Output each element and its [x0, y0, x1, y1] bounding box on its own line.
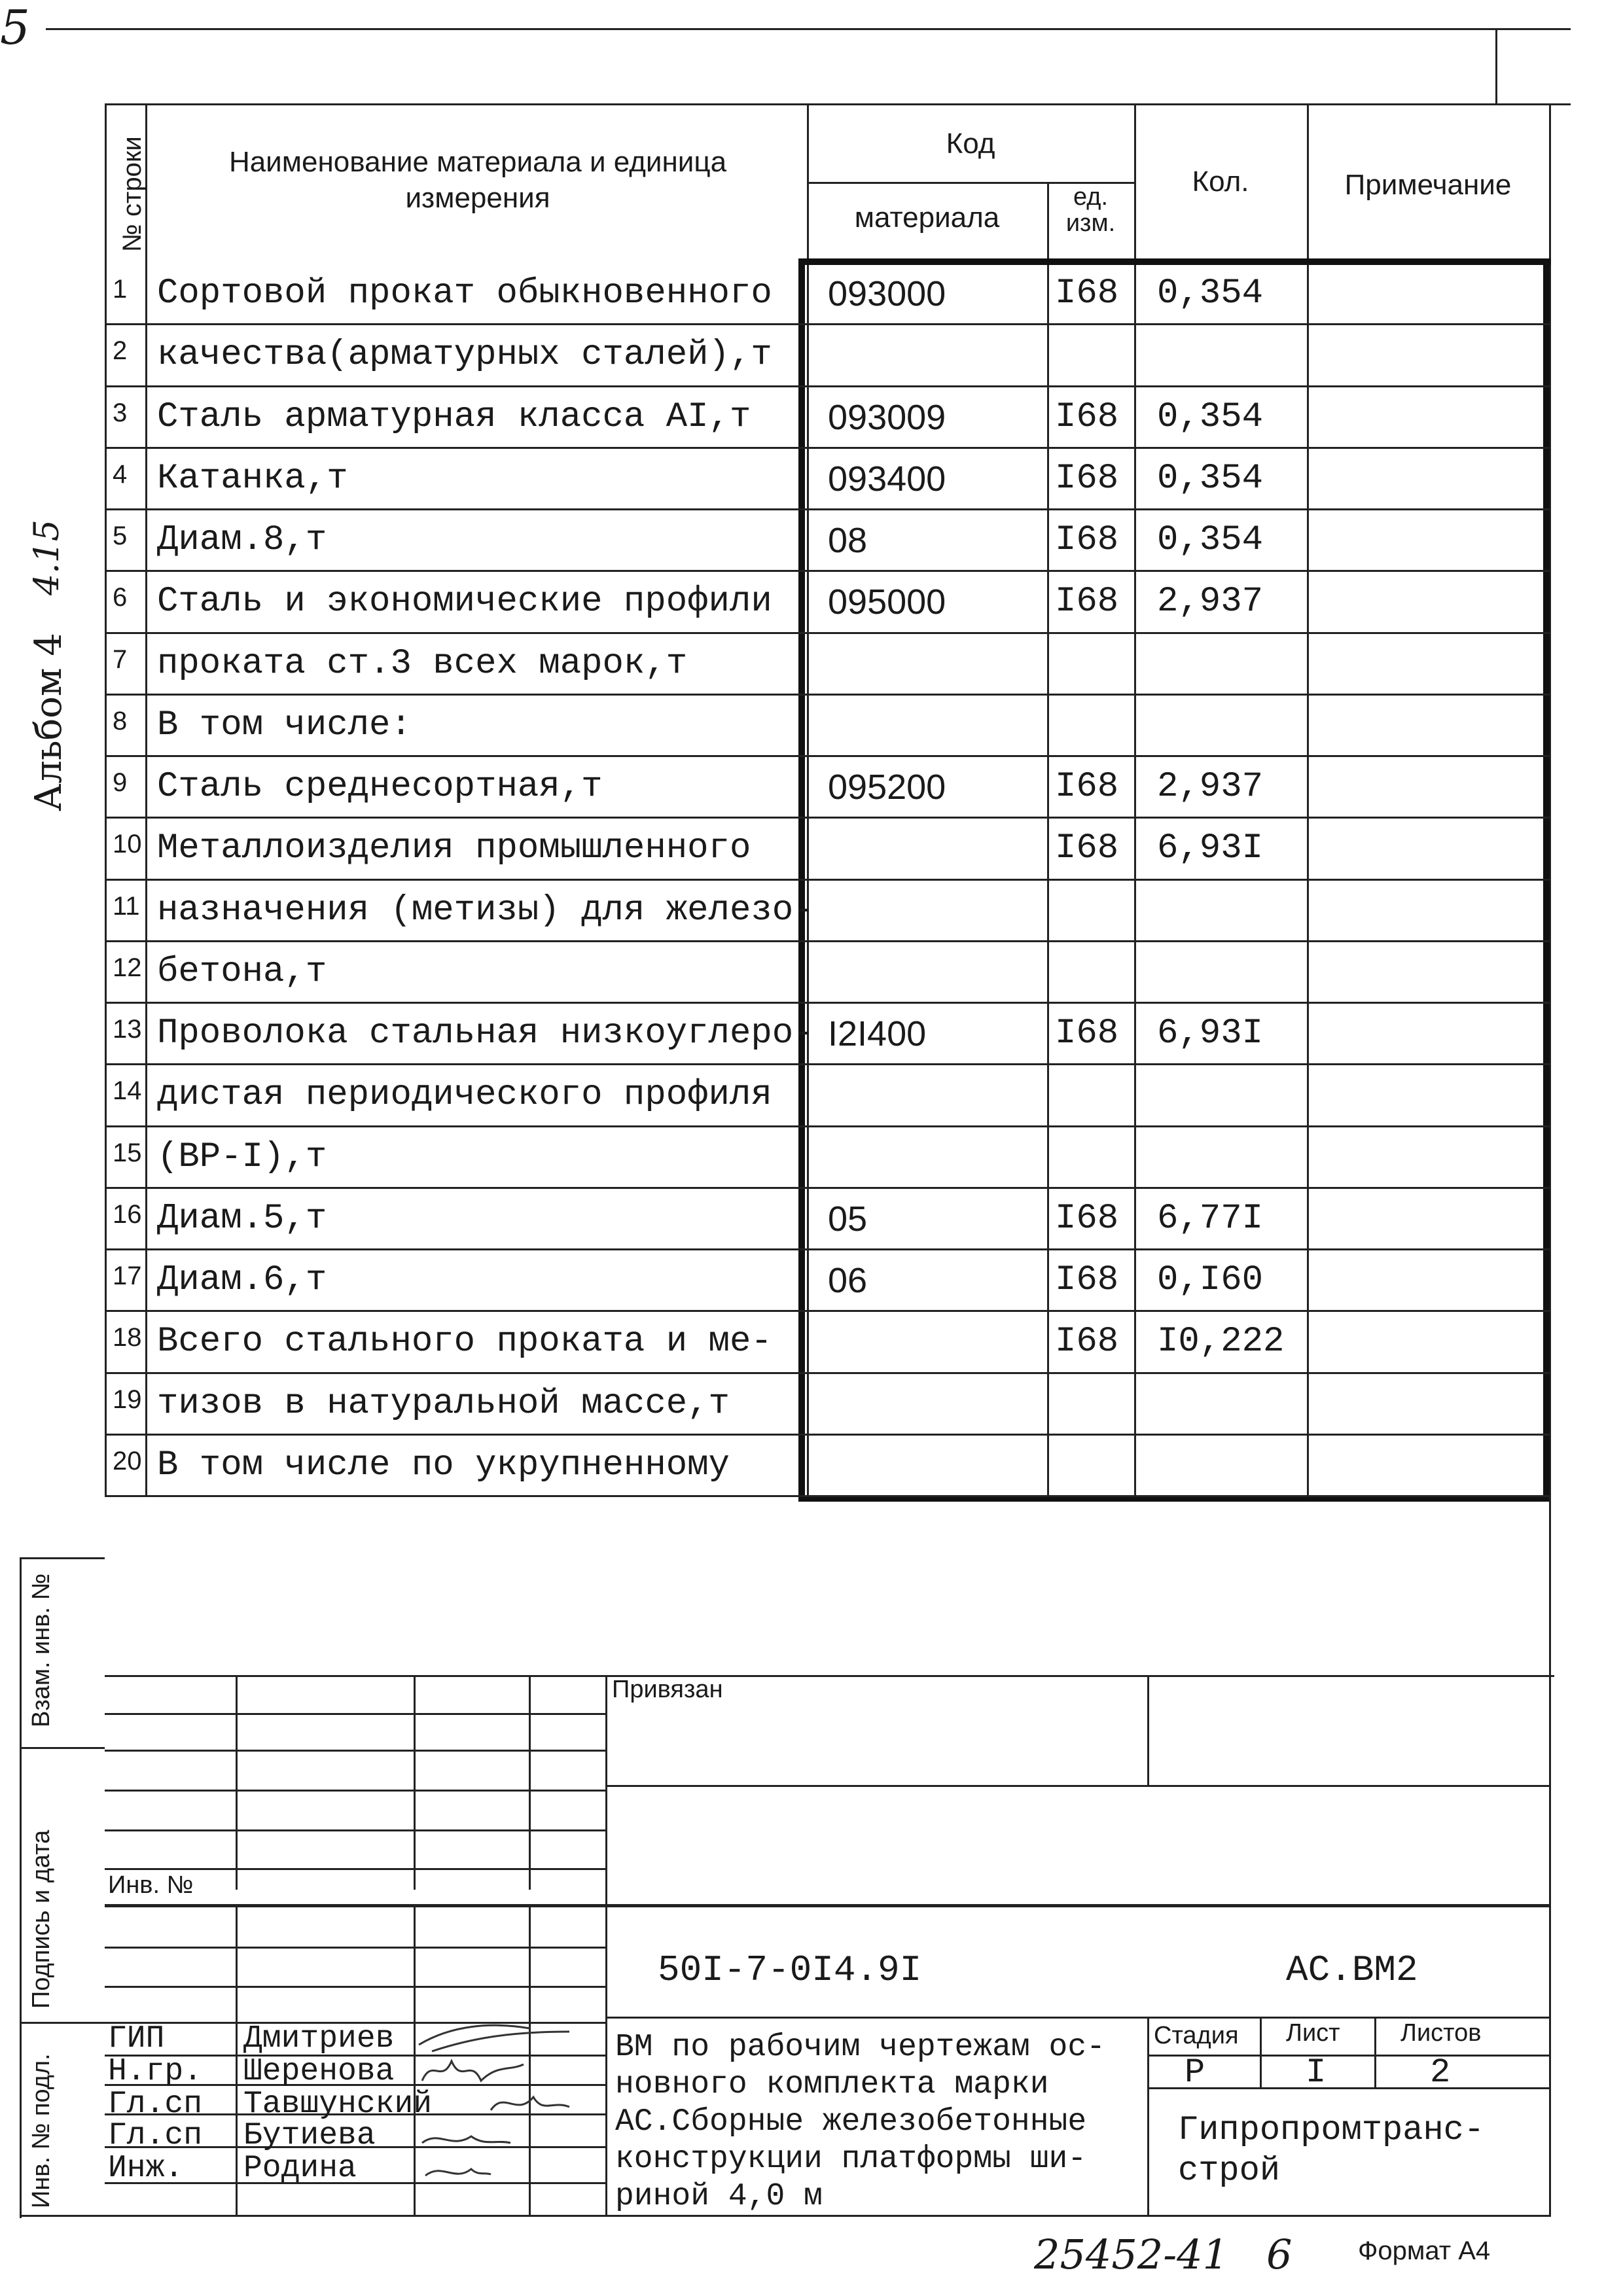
quantity: 2,937	[1157, 767, 1264, 807]
header-qty: Кол.	[1192, 166, 1249, 198]
row-number: 2	[113, 336, 128, 366]
material-name: Сталь среднесортная,т	[157, 767, 603, 807]
row-number: 17	[113, 1262, 142, 1290]
quantity: 6,93I	[1157, 1014, 1264, 1053]
unit-code: I68	[1055, 1322, 1119, 1362]
title-description-line: АС.Сборные железобетонные	[615, 2104, 1087, 2140]
material-code: 06	[828, 1261, 868, 1300]
staff-name: Родина	[243, 2151, 357, 2186]
row-number: 9	[113, 768, 128, 797]
material-name: Диам.8,т	[157, 520, 327, 560]
material-name: Диам.6,т	[157, 1260, 327, 1300]
organization-line-1: Гипропромтранс-	[1178, 2111, 1485, 2149]
material-code: 093000	[828, 274, 946, 313]
row-number: 14	[113, 1076, 142, 1106]
material-code: 093009	[828, 397, 946, 437]
staff-name: Шеренова	[243, 2054, 395, 2089]
material-name: проката ст.3 всех марок,т	[157, 643, 688, 684]
row-number: 5	[113, 521, 128, 550]
document-code: 50I-7-0I4.9I	[658, 1949, 922, 1991]
sheet-value: I	[1306, 2053, 1327, 2092]
privyazan-label: Привязан	[612, 1676, 723, 1703]
material-code: 093400	[828, 459, 946, 499]
format-label: Формат А4	[1358, 2236, 1491, 2265]
material-name: бетона,т	[157, 951, 327, 992]
quantity: 6,77I	[1157, 1198, 1264, 1239]
staff-name: Бутиева	[243, 2118, 376, 2153]
unit-code: I68	[1055, 458, 1119, 499]
quantity: 0,354	[1157, 520, 1264, 560]
row-number: 7	[113, 645, 128, 674]
copy-number: 6	[1266, 2231, 1293, 2278]
title-description-line: конструкции платформы ши-	[615, 2142, 1087, 2177]
stage-value: Р	[1185, 2053, 1205, 2092]
unit-code: I68	[1055, 582, 1119, 622]
unit-code: I68	[1055, 520, 1119, 560]
material-code: 08	[828, 521, 868, 560]
row-number: 4	[113, 459, 128, 489]
material-code: 095200	[828, 768, 946, 807]
unit-code: I68	[1055, 1014, 1119, 1053]
material-code: 05	[828, 1199, 868, 1239]
title-description-line: новного комплекта марки	[615, 2067, 1049, 2102]
material-code: 095000	[828, 582, 946, 622]
inventory-number: 25452-41	[1034, 2231, 1229, 2278]
staff-name: Тавшунский	[243, 2087, 433, 2122]
quantity: 6,93I	[1157, 828, 1264, 869]
material-name: Всего стального проката и ме-	[157, 1322, 772, 1362]
staff-role: Гл.сп	[108, 2118, 203, 2153]
page-number: 5	[0, 0, 30, 55]
signatures	[412, 2019, 582, 2215]
row-number: 13	[113, 1015, 142, 1044]
row-number: 8	[113, 706, 128, 735]
quantity: 0,354	[1157, 397, 1264, 437]
title-description-line: риной 4,0 м	[615, 2179, 823, 2214]
row-number: 1	[113, 275, 128, 304]
unit-code: I68	[1055, 1198, 1119, 1239]
material-code: I2I400	[828, 1014, 927, 1053]
material-name: Диам.5,т	[157, 1198, 327, 1239]
material-name: В том числе:	[157, 705, 412, 745]
header-note: Примечание	[1344, 169, 1512, 201]
quantity: 2,937	[1157, 582, 1264, 622]
staff-role: Инж.	[108, 2151, 184, 2186]
row-number: 12	[113, 953, 142, 982]
side-album-pages: 4.15	[27, 520, 67, 595]
unit-code: I68	[1055, 274, 1119, 313]
sheets-label: Листов	[1400, 2019, 1482, 2047]
unit-code: I68	[1055, 828, 1119, 869]
side-inv-podl: Инв. № подл.	[27, 2053, 55, 2208]
header-unit: ед. изм.	[1065, 183, 1116, 237]
row-number: 3	[113, 398, 128, 427]
material-name: Сортовой прокат обыкновенного	[157, 274, 772, 313]
quantity: 0,I60	[1157, 1260, 1264, 1300]
row-number: 10	[113, 830, 142, 859]
side-podpis-data: Подпись и дата	[27, 1829, 55, 2009]
material-name: (ВР-I),т	[157, 1137, 327, 1177]
material-name: Сталь арматурная класса AI,т	[157, 397, 751, 437]
staff-role: Н.гр.	[108, 2054, 203, 2089]
material-name: дистая периодического профиля	[157, 1075, 772, 1116]
row-number: 20	[113, 1446, 142, 1475]
material-name: Металлоизделия промышленного	[157, 828, 751, 869]
row-number: 6	[113, 583, 128, 612]
row-number: 11	[113, 891, 140, 921]
material-name: Сталь и экономические профили	[157, 582, 772, 622]
material-name: Проволока стальная низкоуглеро-	[157, 1014, 815, 1053]
unit-code: I68	[1055, 1260, 1119, 1300]
unit-code: I68	[1055, 767, 1119, 807]
header-name: Наименование материала и единица измерения	[228, 146, 727, 214]
sheet-label: Лист	[1286, 2019, 1340, 2047]
inv-no-label: Инв. №	[108, 1871, 194, 1899]
header-code: Код	[946, 128, 995, 160]
row-number: 18	[113, 1323, 142, 1352]
material-name: В том числе по укрупненному	[157, 1445, 730, 1485]
sheets-value: 2	[1430, 2053, 1451, 2092]
material-name: качества(арматурных сталей),т	[157, 335, 772, 376]
header-material: материала	[854, 202, 1000, 234]
document-mark: АС.ВМ2	[1286, 1949, 1418, 1991]
material-name: назначения (метизы) для железо-	[157, 890, 815, 930]
staff-name: Дмитриев	[243, 2021, 395, 2057]
side-album-label: Альбом 4	[27, 633, 70, 811]
quantity: 0,354	[1157, 274, 1264, 313]
stage-label: Стадия	[1154, 2022, 1239, 2049]
row-number: 19	[113, 1385, 142, 1414]
staff-role: ГИП	[108, 2021, 165, 2057]
quantity: 0,354	[1157, 458, 1264, 499]
quantity: I0,222	[1157, 1322, 1285, 1362]
row-number: 16	[113, 1199, 142, 1229]
unit-code: I68	[1055, 397, 1119, 437]
side-vzam-inv: Взам. инв. №	[27, 1573, 55, 1727]
staff-role: Гл.сп	[108, 2087, 203, 2122]
row-number: 15	[113, 1138, 142, 1167]
organization-line-2: строй	[1178, 2151, 1281, 2190]
material-name: Катанка,т	[157, 458, 348, 499]
header-row-no: № строки	[118, 136, 147, 252]
material-name: тизов в натуральной массе,т	[157, 1383, 730, 1424]
title-description-line: ВМ по рабочим чертежам ос-	[615, 2030, 1105, 2065]
